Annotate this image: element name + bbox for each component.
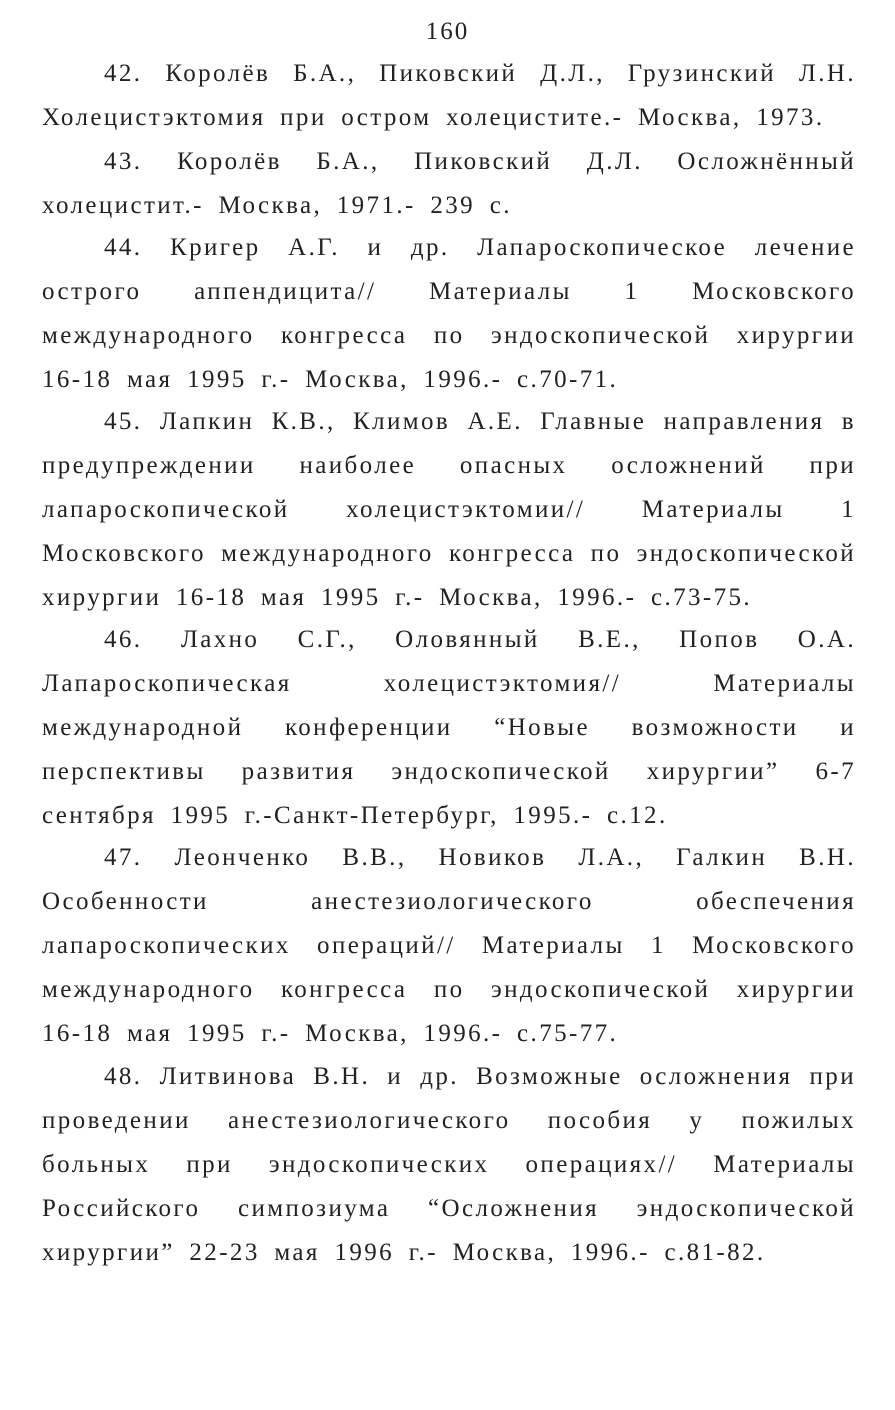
reference-text: Королёв Б.А., Пиковский Д.Л. Осложнённый холецистит.- Москва, 1971.- 239 с. — [42, 148, 857, 219]
reference-item — [42, 140, 856, 228]
reference-number: 45. — [104, 408, 143, 435]
reference-text: Королёв Б.А., Пиковский Д.Л., Грузинский Л.Н. Холецистэктомия при остром холецистите.- Москва, 1973. — [42, 60, 856, 131]
reference-number: 48. — [104, 1063, 143, 1090]
reference-text: Лапкин К.В., Климов А.Е. Главные направления в предупреждении наиболее опасных осложнений при лапароскопической холецистэктомии// Материалы 1 Московского международного конгресса по эндоскопической хирургии 16-18 мая 1995 г.- Москва, 1996.- с.73-75. — [42, 408, 856, 611]
reference-item — [42, 618, 856, 838]
reference-number: 43. — [104, 148, 143, 175]
reference-item — [42, 400, 856, 620]
reference-number: 47. — [104, 844, 143, 871]
reference-item — [42, 52, 856, 140]
reference-item — [42, 836, 856, 1056]
reference-number: 42. — [104, 60, 143, 87]
reference-text: Кригер А.Г. и др. Лапароскопическое лечение острого аппендицита// Материалы 1 Московского международного конгресса по эндоскопической хирургии 16-18 мая 1995 г.- Москва, 1996.- с.70-71. — [42, 234, 856, 393]
reference-item — [42, 226, 856, 402]
reference-item — [42, 1055, 856, 1275]
reference-text: Лахно С.Г., Оловянный В.Е., Попов О.А. Лапароскопическая холецистэктомия// Материалы международной конференции “Новые возможности и перспективы развития эндоскопической хирургии” 6-7 сентября 1995 г.-Санкт-Петербург, 1995.- с.12. — [42, 626, 857, 829]
page-number: 160 — [425, 18, 470, 45]
reference-text: Леонченко В.В., Новиков Л.А., Галкин В.Н. Особенности анестезиологического обеспечения лапароскопических операций// Материалы 1 Московского международного конгресса по эндоскопической хирургии 16-18 мая 1995 г.- Москва, 1996.- с.75-77. — [42, 844, 856, 1047]
reference-number: 44. — [104, 234, 143, 261]
reference-number: 46. — [104, 626, 143, 653]
reference-text: Литвинова В.Н. и др. Возможные осложнения при проведении анестезиологического пособия у пожилых больных при эндоскопических операциях// Материалы Российского симпозиума “Осложнения эндоскопической хирургии” 22-23 мая 1996 г.- Москва, 1996.- с.81-82. — [42, 1063, 856, 1266]
